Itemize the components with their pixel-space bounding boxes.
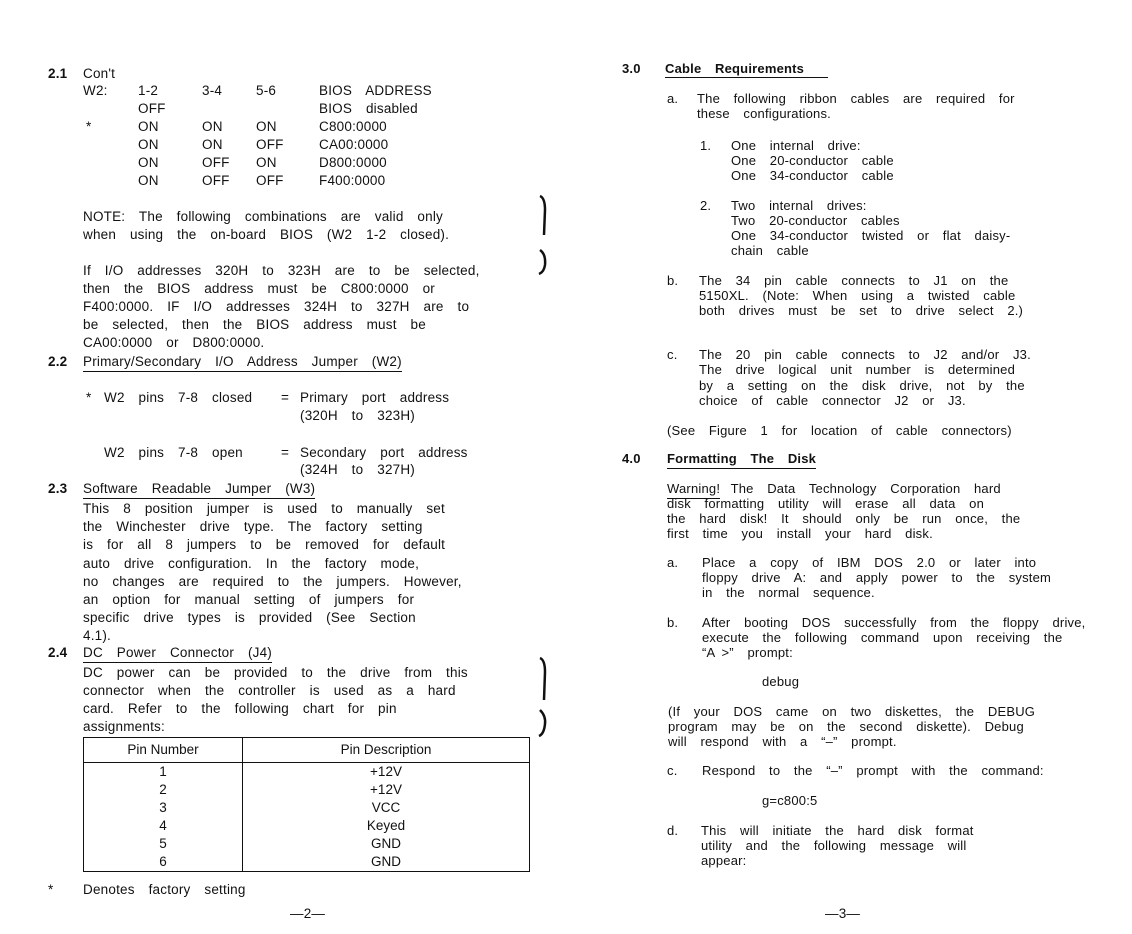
table-row bbox=[84, 817, 530, 835]
text-line: first time you install your hard disk. bbox=[667, 526, 933, 541]
text-line: DC power can be provided to the drive from this bbox=[83, 665, 468, 680]
text-line: NOTE: The following combinations are valid only bbox=[83, 209, 443, 224]
text-line: Two 20-conductor cables bbox=[731, 213, 900, 228]
text-line: be selected, then the BIOS address must be bbox=[83, 317, 426, 332]
text-line: (See Figure 1 for location of cable connectors) bbox=[667, 423, 1012, 438]
cell: ON bbox=[202, 119, 223, 134]
footnote-mark: * bbox=[48, 882, 54, 897]
item-label: b. bbox=[667, 615, 679, 630]
section-heading: Software Readable Jumper (W3) bbox=[83, 481, 315, 499]
section-number: 2.4 bbox=[48, 645, 68, 660]
table-row bbox=[84, 835, 530, 853]
cell: F400:0000 bbox=[319, 173, 386, 188]
item-label: b. bbox=[667, 273, 679, 288]
w2-label: W2: bbox=[83, 83, 108, 98]
pin-number: 1 bbox=[84, 763, 243, 782]
text-line: This will initiate the hard disk format bbox=[701, 823, 974, 838]
text-line: One internal drive: bbox=[731, 138, 861, 153]
text-line: choice of cable connector J2 or J3. bbox=[699, 392, 966, 408]
text-line: F400:0000. IF I/O addresses 324H to 327H are to bbox=[83, 299, 470, 314]
margin-bracket-icon bbox=[535, 190, 555, 280]
pin-description: +12V bbox=[243, 781, 530, 799]
text-line: the hard disk! It should only be run once, the bbox=[667, 511, 1021, 526]
cell: OFF bbox=[202, 173, 230, 188]
cell: ON bbox=[256, 119, 277, 134]
text-line: chain cable bbox=[731, 243, 809, 258]
text-line: The following ribbon cables are required for bbox=[697, 91, 1015, 106]
text-line: floppy drive A: and apply power to the system bbox=[702, 570, 1052, 585]
pins-open-label: W2 pins 7-8 open bbox=[104, 445, 243, 460]
section-heading: Cable Requirements bbox=[665, 61, 828, 78]
warning-text: The Data Technology Corporation hard bbox=[724, 481, 1001, 496]
pin-number: 4 bbox=[84, 817, 243, 835]
margin-bracket-icon bbox=[535, 652, 555, 742]
text-line: The drive logical unit number is determined bbox=[699, 362, 1016, 378]
primary-range: (320H to 323H) bbox=[300, 408, 415, 423]
cell: ON bbox=[138, 155, 159, 170]
text-line: “A >” prompt: bbox=[702, 645, 793, 660]
g-command: g=c800:5 bbox=[762, 793, 818, 808]
section-heading: Formatting The Disk bbox=[667, 451, 816, 469]
text-line: connector when the controller is used as a hard bbox=[83, 683, 456, 698]
footnote-text: Denotes factory setting bbox=[83, 882, 246, 897]
table-row bbox=[84, 853, 530, 872]
text-line: program may be on the second diskette). Debug bbox=[668, 719, 1024, 734]
text-line: 5150XL. (Note: When using a twisted cable bbox=[699, 288, 1016, 303]
text-line: Respond to the “–” prompt with the command: bbox=[702, 763, 1044, 778]
cell: C800:0000 bbox=[319, 119, 387, 134]
text-line: assignments: bbox=[83, 719, 165, 734]
pin-description: +12V bbox=[243, 763, 530, 782]
section-number: 2.3 bbox=[48, 481, 68, 496]
cell: OFF bbox=[202, 155, 230, 170]
cell: ON bbox=[138, 119, 159, 134]
text-line: The 20 pin cable connects to J2 and/or J3. bbox=[699, 347, 1031, 362]
item-label: 2. bbox=[700, 198, 712, 213]
page-number: —3— bbox=[825, 906, 861, 921]
text-line: 4.1). bbox=[83, 628, 112, 644]
cell: ON bbox=[138, 173, 159, 188]
text-line: utility and the following message will bbox=[701, 838, 967, 853]
equals: = bbox=[281, 445, 290, 460]
cell: ON bbox=[138, 137, 159, 152]
cell: OFF bbox=[256, 173, 284, 188]
section-number: 2.2 bbox=[48, 354, 68, 369]
cell: OFF bbox=[256, 137, 284, 152]
text-line: This 8 position jumper is used to manually set bbox=[83, 501, 445, 516]
text-line: these configurations. bbox=[697, 106, 831, 121]
secondary-range: (324H to 327H) bbox=[300, 462, 415, 477]
item-label: d. bbox=[667, 823, 679, 838]
col-header: 3-4 bbox=[202, 83, 223, 98]
text-line: appear: bbox=[701, 853, 747, 868]
text-line: One 34-conductor cable bbox=[731, 168, 894, 183]
warning-label: Warning! bbox=[667, 481, 720, 499]
text-line: CA00:0000 or D800:0000. bbox=[83, 335, 265, 350]
pin-description: GND bbox=[243, 853, 530, 872]
text-line: One 34-conductor twisted or flat daisy- bbox=[731, 228, 1011, 243]
text-line: execute the following command upon receiving the bbox=[702, 630, 1063, 645]
text-line: then the BIOS address must be C800:0000 or bbox=[83, 281, 435, 296]
col-header: 1-2 bbox=[138, 83, 159, 98]
text-line: The 34 pin cable connects to J1 on the bbox=[699, 273, 1009, 288]
text-line: when using the on-board BIOS (W2 1-2 closed). bbox=[83, 227, 450, 242]
column-header: Pin Number bbox=[84, 738, 243, 763]
debug-command: debug bbox=[762, 674, 800, 689]
col-header: BIOS ADDRESS bbox=[319, 83, 432, 98]
pin-number: 2 bbox=[84, 781, 243, 799]
table-row bbox=[84, 781, 530, 799]
text-line: If I/O addresses 320H to 323H are to be selected, bbox=[83, 263, 480, 278]
pins-closed-label: W2 pins 7-8 closed bbox=[104, 390, 253, 405]
pin-assignment-table bbox=[83, 737, 530, 872]
item-label: 1. bbox=[700, 138, 712, 153]
equals: = bbox=[281, 390, 290, 405]
text-line: the Winchester drive type. The factory setting bbox=[83, 519, 423, 535]
text-line: both drives must be set to drive select 2.) bbox=[699, 303, 1024, 318]
pin-number: 6 bbox=[84, 853, 243, 872]
item-label: a. bbox=[667, 91, 679, 106]
text-line: will respond with a “–” prompt. bbox=[668, 734, 897, 749]
text-line: no changes are required to the jumpers. However, bbox=[83, 573, 462, 589]
cell: ON bbox=[202, 137, 223, 152]
text-line: Place a copy of IBM DOS 2.0 or later into bbox=[702, 555, 1037, 570]
text-line: One 20-conductor cable bbox=[731, 153, 894, 168]
section-number: 3.0 bbox=[622, 61, 641, 76]
text-line: specific drive types is provided (See Section bbox=[83, 610, 416, 626]
item-label: c. bbox=[667, 347, 678, 362]
secondary-port: Secondary port address bbox=[300, 445, 468, 460]
pin-description: Keyed bbox=[243, 817, 530, 835]
text-line: card. Refer to the following chart for pin bbox=[83, 701, 397, 716]
item-label: c. bbox=[667, 763, 678, 778]
col-header: 5-6 bbox=[256, 83, 277, 98]
table-row bbox=[84, 763, 530, 782]
page-number: —2— bbox=[290, 906, 326, 921]
pin-number: 5 bbox=[84, 835, 243, 853]
item-label: a. bbox=[667, 555, 679, 570]
factory-mark: * bbox=[86, 390, 92, 405]
text-line: (If your DOS came on two diskettes, the DEBUG bbox=[668, 704, 1036, 719]
column-header: Pin Description bbox=[243, 738, 530, 763]
text-line: Two internal drives: bbox=[731, 198, 867, 213]
table-row bbox=[84, 799, 530, 817]
text-line: disk formatting utility will erase all data on bbox=[667, 496, 985, 511]
section-number: 2.1 bbox=[48, 66, 68, 81]
primary-port: Primary port address bbox=[300, 390, 450, 405]
pin-description: GND bbox=[243, 835, 530, 853]
factory-mark: * bbox=[86, 119, 92, 134]
cell: OFF bbox=[138, 101, 166, 116]
section-heading: DC Power Connector (J4) bbox=[83, 645, 272, 663]
text-line: in the normal sequence. bbox=[702, 585, 875, 600]
section-title: Con't bbox=[83, 66, 116, 81]
text-line: an option for manual setting of jumpers for bbox=[83, 592, 415, 607]
cell: BIOS disabled bbox=[319, 101, 418, 116]
cell: CA00:0000 bbox=[319, 137, 389, 152]
text-line: auto drive configuration. In the factory mode, bbox=[83, 555, 420, 571]
section-heading: Primary/Secondary I/O Address Jumper (W2) bbox=[83, 354, 402, 372]
text-line: by a setting on the disk drive, not by the bbox=[699, 377, 1025, 393]
text-line: After booting DOS successfully from the floppy drive, bbox=[702, 615, 1086, 630]
cell: D800:0000 bbox=[319, 155, 387, 170]
section-number: 4.0 bbox=[622, 451, 641, 466]
pin-description: VCC bbox=[243, 799, 530, 817]
text-line: is for all 8 jumpers to be removed for default bbox=[83, 537, 446, 553]
cell: ON bbox=[256, 155, 277, 170]
pin-number: 3 bbox=[84, 799, 243, 817]
